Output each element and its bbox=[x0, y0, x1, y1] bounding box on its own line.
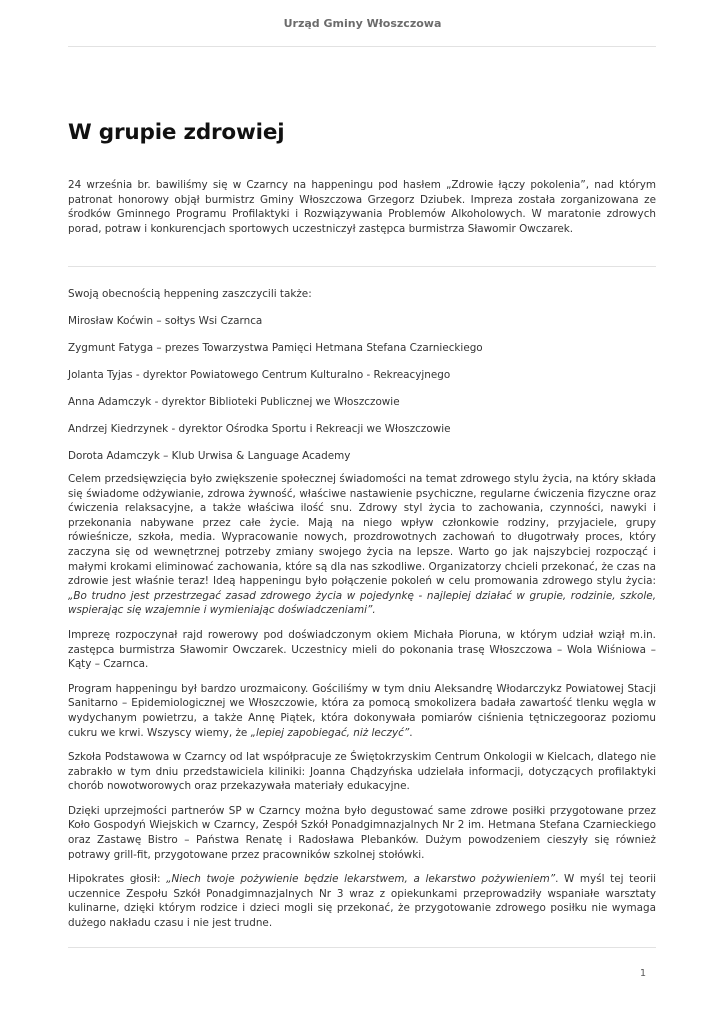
quote: „Bo trudno jest przestrzegać zasad zdrowego życia w pojedynkę - najlepiej działać w grupie, rodzinie, szkole, wspierając się wzajemnie i wymieniając doświadczeniami”. bbox=[68, 589, 656, 617]
body-paragraph bbox=[68, 682, 656, 740]
body-paragraph bbox=[68, 872, 656, 930]
lead-paragraph: 24 września br. bawiliśmy się w Czarncy na happeningu pod hasłem „Zdrowie łączy pokolenia”, nad którym patronat honorowy objął burmistrz Gminy Włoszczowa Grzegorz Dziubek. Impreza została zorganizowana ze środków Gminnego Programu Profilaktyki i Rozwiązywania Problemów Alkoholowych. W maratonie zdrowych porad, potraw i konkurencjach sportowych uczestniczył zastępca burmistrza Sławomir Owczarek. bbox=[68, 179, 656, 235]
guest-item: Anna Adamczyk - dyrektor Biblioteki Publicznej we Włoszczowie bbox=[68, 395, 400, 408]
footer-divider bbox=[68, 947, 656, 948]
guest-item: Zygmunt Fatyga – prezes Towarzystwa Pamięci Hetmana Stefana Czarnieckiego bbox=[68, 341, 483, 354]
guests-intro: Swoją obecnością heppening zaszczycili także: bbox=[68, 288, 312, 300]
quote: „lepiej zapobiegać, niż leczyć” bbox=[250, 726, 410, 739]
page-number: 1 bbox=[639, 968, 646, 979]
quote: „Niech twoje pożywienie będzie lekarstwem, a lekarstwo pożywieniem” bbox=[166, 873, 556, 886]
paragraph-text: Hipokrates głosił: bbox=[68, 873, 167, 886]
paragraph-end: . bbox=[409, 726, 413, 739]
paragraph-text: Celem przedsięwzięcia było zwiększenie społecznej świadomości na temat zdrowego stylu życia, na który składa się świadome odżywianie, zdrowa żywność, właściwe nastawienie psychiczne, regularne ćwiczenia fizyczne oraz ćwiczenia relaksacyjne, a także właściwa ilość snu. Zdrowy styl życia to zachowania, czynności, nawyki i przekonania nabywane przez całe życie. Mają na niego wpływ członkowie rodziny, przyjaciele, grupy rówieśnicze, szkoła, media. Wypracowanie nowych, prozdrowotnych zachowań to długotrwały proces, który zaczyna się od wewnętrznej potrzeby zmiany swojego życia na lepsze. Warto go jak najszybciej rozpocząć i małymi krokami eliminować zachowania, które są dla nas szkodliwe. Organizatorzy chcieli przekonać, że czas na zdrowie jest właśnie teraz! Ideą happeningu było połączenie pokoleń w celu promowania zdrowego stylu życia: bbox=[68, 473, 656, 588]
body-paragraph: Szkoła Podstawowa w Czarncy od lat współpracuje ze Świętokrzyskim Centrum Onkologii w Kielcach, dlatego nie zabrakło w tym dniu przedstawiciela kiliniki: Joanna Chądzyńska udzielała informacji, dotyczących profilaktyki chorób nowotworowych oraz przekazywała materiały edukacyjne. bbox=[68, 751, 656, 793]
guest-item: Jolanta Tyjas - dyrektor Powiatowego Centrum Kulturalno - Rekreacyjnego bbox=[68, 368, 451, 381]
guest-item: Dorota Adamczyk – Klub Urwisa & Language Academy bbox=[68, 449, 351, 462]
body-paragraph: Dzięki uprzejmości partnerów SP w Czarncy można było degustować same zdrowe posiłki przygotowane przez Koło Gospodyń Wiejskich w Czarncy, Zespół Szkół Ponadgimnazjalnych Nr 2 im. Hetmana Stefana Czarnieckiego oraz Zastawę Bistro – Państwa Renatę i Radosława Plebanków. Dużym powodzeniem cieszyły się również potrawy grill-fit, przygotowane przez pracowników szkolnej stołówki. bbox=[68, 804, 656, 861]
article-body bbox=[68, 472, 656, 941]
page-title: W grupie zdrowiej bbox=[68, 120, 285, 145]
article-lead-section bbox=[68, 178, 656, 236]
paragraph-text: . W myśl tej teorii uczennice Zespołu Szkół Ponadgimnazjalnych Nr 3 wraz z opiekunkami przeprowadziły wspaniałe warsztaty kulinarne, dzięki którym rodzice i dzieci mogli się przekonać, że przygotowanie zdrowego posiłku nie wymaga dużego nakładu czasu i nie jest trudne. bbox=[68, 873, 656, 930]
body-paragraph bbox=[68, 472, 656, 618]
guest-item: Andrzej Kiedrzynek - dyrektor Ośrodka Sportu i Rekreacji we Włoszczowie bbox=[68, 422, 451, 435]
guest-item: Mirosław Koćwin – sołtys Wsi Czarnca bbox=[68, 314, 263, 327]
paragraph-text: Program happeningu był bardzo urozmaicony. Gościliśmy w tym dniu Aleksandrę Włodarczykz Powiatowej Stacji Sanitarno – Epidemiologicznej we Włoszczowie, która za pomocą smokolizera badała zawartość tlenku węgla w wydychanym powietrzu, a także Annę Piątek, która dokonywała pomiarów ciśnienia tętniczegooraz poziomu cukru we krwi. Wszyscy wiemy, że bbox=[68, 682, 656, 739]
site-header: Urząd Gminy Włoszczowa bbox=[283, 17, 442, 30]
guests-list bbox=[68, 287, 656, 476]
body-paragraph: Imprezę rozpoczynał rajd rowerowy pod doświadczonym okiem Michała Pioruna, w którym udział wziął m.in. zastępca burmistrza Sławomir Owczarek. Uczestnicy mieli do pokonania trasę Włoszczowa – Wola Wiśniowa – Kąty – Czarnca. bbox=[68, 628, 656, 671]
section-divider bbox=[68, 266, 656, 267]
header-divider bbox=[68, 46, 656, 47]
